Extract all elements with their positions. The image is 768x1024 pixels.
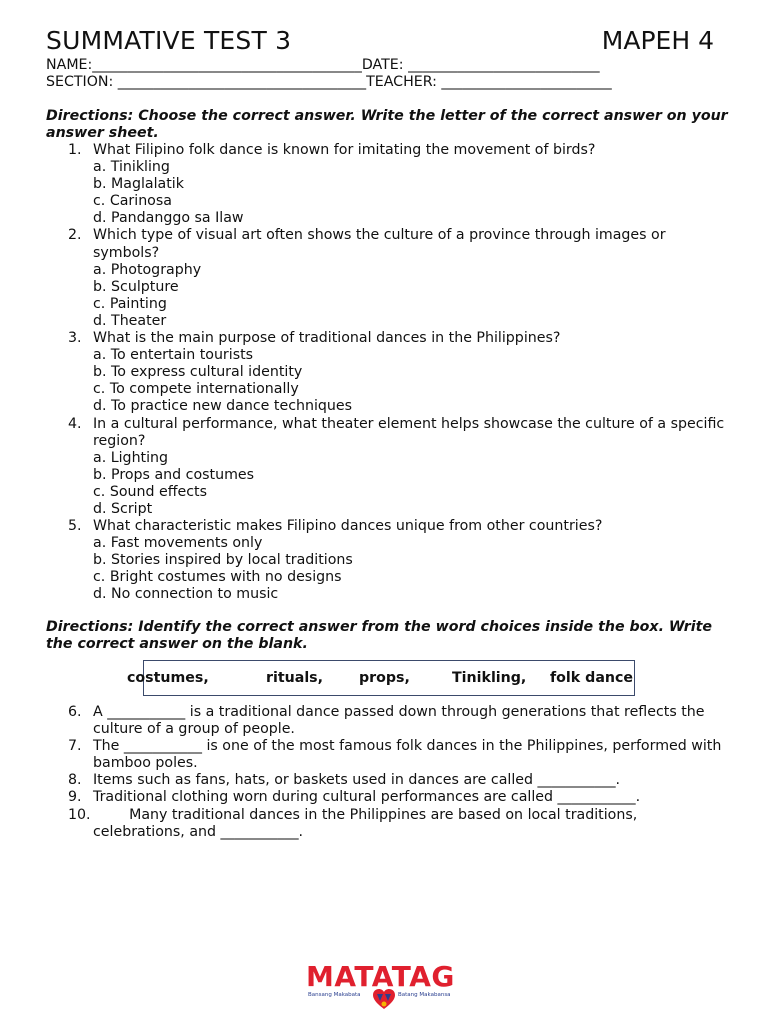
item-text: Items such as fans, hats, or baskets used in dances are called ___________.: [93, 772, 621, 789]
question-2: [46, 227, 726, 330]
question-number: 4.: [68, 415, 82, 432]
question-text: What is the main purpose of traditional dances in the Philippines?: [93, 330, 561, 347]
subject-label: MAPEH 4: [601, 26, 714, 55]
section-teacher-line: SECTION: ___________________________________TEACHER: ________________________: [46, 74, 612, 90]
option-a: a. Lighting: [93, 449, 169, 466]
option-b: b. Maglalatik: [93, 176, 184, 193]
option-b: b. Stories inspired by local traditions: [93, 552, 353, 569]
question-number: 3.: [68, 330, 82, 347]
word-choice: costumes,: [127, 670, 209, 686]
matatag-logo: [300, 960, 470, 1014]
option-a: a. To entertain tourists: [93, 347, 254, 364]
fill-item-6: [46, 704, 726, 738]
option-d: d. Pandanggo sa Ilaw: [93, 210, 244, 227]
question-5: [46, 518, 726, 603]
fill-item-9: [46, 789, 726, 806]
word-choice: folk dance: [550, 670, 634, 686]
item-text: A ___________ is a traditional dance passed down through generations that reflects the culture of a group of people.: [93, 704, 705, 738]
option-a: a. Photography: [93, 261, 202, 278]
fill-item-10: [46, 807, 726, 841]
fill-item-8: [46, 772, 726, 789]
name-date-line: NAME:______________________________________DATE: ___________________________: [46, 57, 600, 73]
item-text: Traditional clothing worn during cultural performances are called ___________.: [93, 789, 641, 806]
fill-item-7: [46, 738, 726, 772]
option-a: a. Fast movements only: [93, 535, 263, 552]
option-c: c. To compete internationally: [93, 381, 299, 398]
directions-part1: Directions: Choose the correct answer. Write the letter of the correct answer on your answer sheet.: [46, 108, 728, 141]
fill-blank-list: [46, 704, 726, 841]
question-number: 5.: [68, 518, 82, 535]
question-list: [46, 142, 726, 604]
option-c: c. Bright costumes with no designs: [93, 569, 342, 586]
logo-tagline-left: Bansang Makabata: [308, 992, 361, 998]
question-number: 2.: [68, 227, 82, 244]
directions-part2: Directions: Identify the correct answer from the word choices inside the box. Write the correct answer on the blank.: [46, 619, 712, 652]
question-text: What characteristic makes Filipino dances unique from other countries?: [93, 518, 603, 535]
word-choice: rituals,: [266, 670, 324, 686]
option-d: d. To practice new dance techniques: [93, 398, 353, 415]
option-c: c. Carinosa: [93, 193, 172, 210]
option-d: d. No connection to music: [93, 586, 279, 603]
item-number: 6.: [68, 704, 82, 720]
logo-tagline-right: Batang Makabansa: [398, 992, 451, 998]
option-b: b. Props and costumes: [93, 466, 255, 483]
question-text: In a cultural performance, what theater element helps showcase the culture of a specific region?: [93, 415, 725, 449]
item-text: Many traditional dances in the Philippines are based on local traditions, celebrations, and ___________.: [93, 806, 642, 840]
option-b: b. Sculpture: [93, 278, 179, 295]
question-text: What Filipino folk dance is known for imitating the movement of birds?: [93, 142, 596, 158]
option-a: a. Tinikling: [93, 159, 170, 176]
option-b: b. To express cultural identity: [93, 364, 303, 381]
question-4: [46, 416, 726, 519]
question-number: 1.: [68, 142, 82, 158]
option-d: d. Theater: [93, 312, 167, 329]
item-number: 9.: [68, 789, 82, 806]
question-text: Which type of visual art often shows the culture of a province through images or symbols?: [93, 227, 666, 261]
word-choice: props,: [359, 670, 410, 686]
word-choice: Tinikling,: [452, 670, 527, 686]
logo-wordmark: MATATAG: [306, 960, 455, 993]
page-title: SUMMATIVE TEST 3: [46, 26, 292, 55]
question-3: [46, 330, 726, 415]
option-d: d. Script: [93, 500, 153, 517]
item-number: 7.: [68, 738, 82, 755]
logo-heart-icon: [372, 988, 396, 1010]
item-number: 8.: [68, 772, 82, 789]
item-text: The ___________ is one of the most famous folk dances in the Philippines, performed with bamboo poles.: [93, 738, 722, 772]
item-number: 10.: [68, 806, 91, 823]
option-c: c. Painting: [93, 295, 167, 312]
option-c: c. Sound effects: [93, 483, 207, 500]
question-1: [46, 142, 726, 227]
